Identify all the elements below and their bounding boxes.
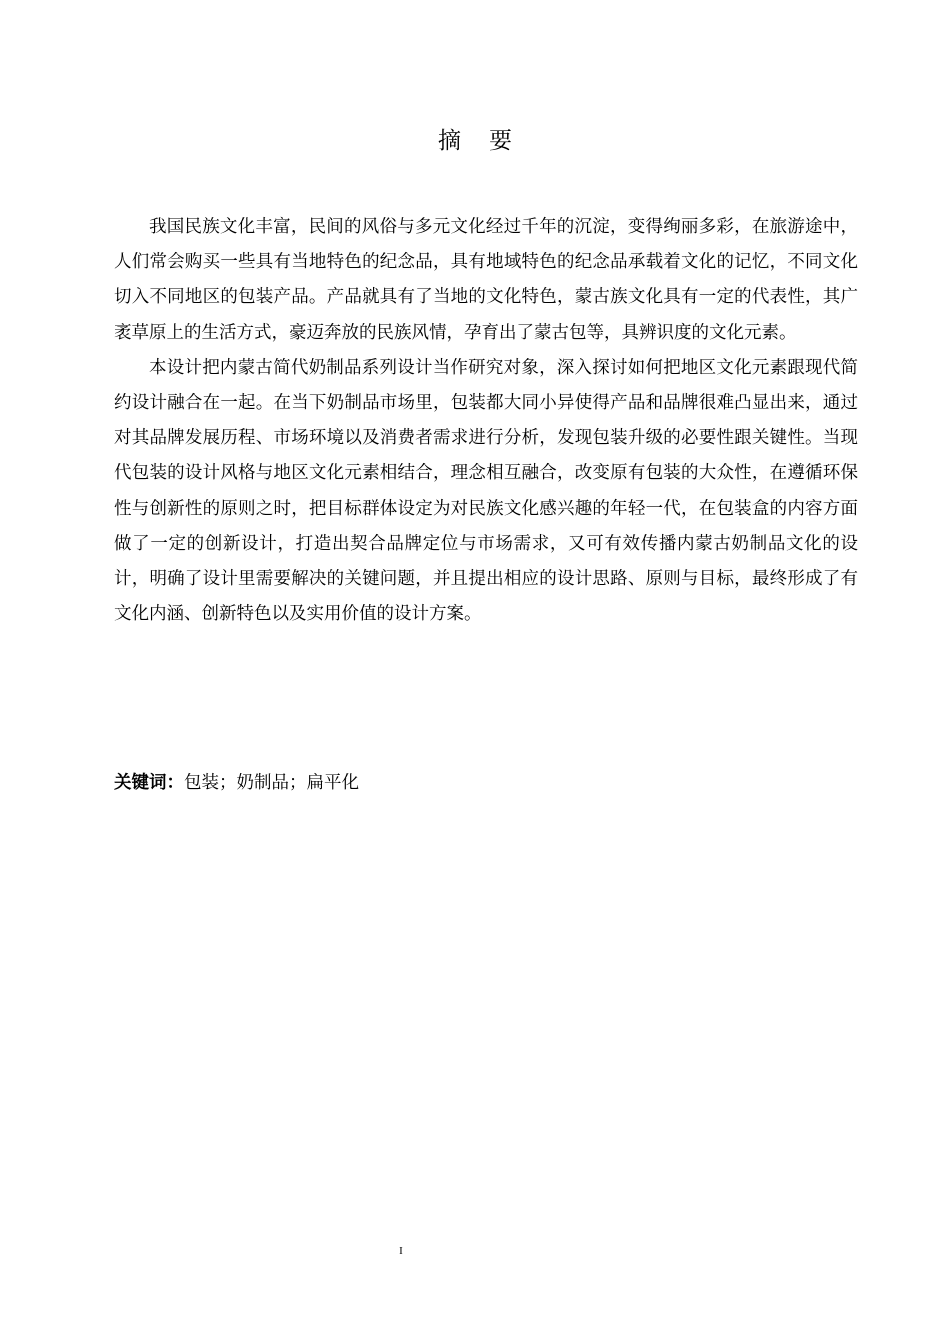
abstract-body (114, 210, 858, 632)
abstract-title (0, 124, 950, 158)
title-char-2: 要 (489, 128, 512, 154)
keywords-value: 包装；奶制品；扁平化 (184, 773, 359, 793)
keywords-label: 关键词： (114, 773, 184, 793)
page-number: I (399, 1245, 403, 1257)
abstract-paragraph-2: 本设计把内蒙古简代奶制品系列设计当作研究对象，深入探讨如何把地区文化元素跟现代简约设计融合在一起。在当下奶制品市场里，包装都大同小异使得产品和品牌很难凸显出来，通过对其品牌发展历程、市场环境以及消费者需求进行分析，发现包装升级的必要性跟关键性。当现代包装的设计风格与地区文化元素相结合，理念相互融合，改变原有包装的大众性，在遵循环保性与创新性的原则之时，把目标群体设定为对民族文化感兴趣的年轻一代，在包装盒的内容方面做了一定的创新设计，打造出契合品牌定位与市场需求，又可有效传播内蒙古奶制品文化的设计，明确了设计里需要解决的关键问题，并且提出相应的设计思路、原则与目标，最终形成了有文化内涵、创新特色以及实用价值的设计方案。 (114, 357, 858, 625)
abstract-paragraph-1: 我国民族文化丰富，民间的风俗与多元文化经过千年的沉淀，变得绚丽多彩，在旅游途中，人们常会购买一些具有当地特色的纪念品，具有地域特色的纪念品承载着文化的记忆，不同文化切入不同地区的包装产品。产品就具有了当地的文化特色，蒙古族文化具有一定的代表性，其广袤草原上的生活方式，豪迈奔放的民族风情，孕育出了蒙古包等，具辨识度的文化元素。 (114, 217, 858, 343)
title-char-1: 摘 (438, 128, 461, 154)
keywords-line (114, 766, 858, 801)
